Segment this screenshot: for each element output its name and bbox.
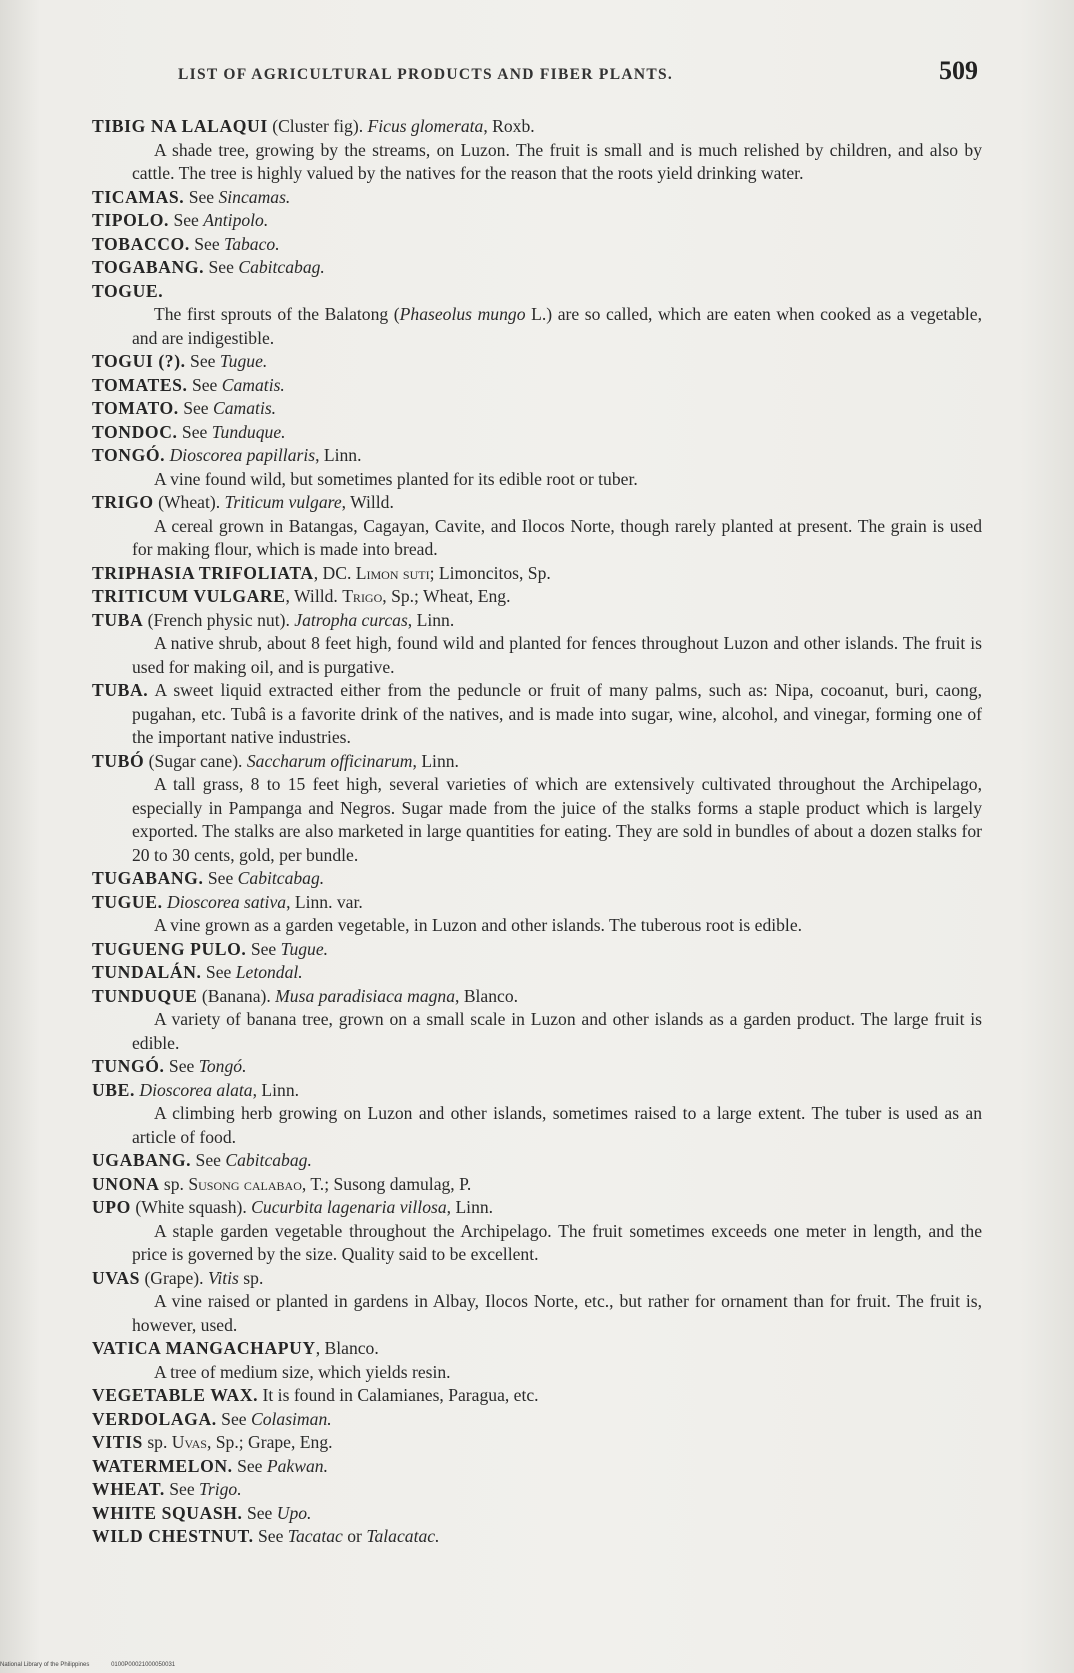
entry-headword: VATICA MANGACHAPUY	[92, 1338, 316, 1358]
scientific-name: Saccharum officinarum	[246, 750, 413, 771]
entry-headword: TOGUI (?).	[92, 351, 186, 371]
scientific-name: Jatropha curcas	[294, 609, 408, 630]
scientific-name: Musa paradisiaca magna	[275, 985, 456, 1006]
entry-description	[92, 1361, 982, 1385]
scientific-name: Tugue.	[219, 351, 268, 371]
entry-text: See	[242, 1502, 277, 1523]
glossary-entry	[92, 1455, 982, 1479]
entry-text: , Linn.	[407, 609, 455, 630]
entry-headword: UGABANG.	[92, 1150, 192, 1170]
glossary-entry	[92, 585, 982, 609]
scientific-name: Pakwan.	[266, 1455, 328, 1476]
entry-text: , Linn.	[412, 750, 459, 771]
entry-headword: TONGÓ.	[92, 445, 166, 465]
entry-text: (Grape).	[140, 1267, 208, 1288]
entry-headword: TIBIG NA LALAQUI	[92, 116, 268, 136]
entry-headword: TUNDUQUE	[92, 985, 198, 1006]
entry-text: See	[169, 210, 204, 230]
scientific-name: Cabitcabag.	[225, 1150, 312, 1170]
vernacular-name: Limon suti	[355, 562, 430, 583]
scientific-name: Tugue.	[280, 938, 329, 959]
entry-text: , Roxb.	[483, 116, 535, 136]
entry-description	[92, 303, 982, 350]
scientific-name: Cucurbita lagenaria villosa	[251, 1197, 447, 1217]
entry-text: See	[184, 186, 219, 207]
entry-text: See	[204, 257, 239, 277]
glossary-entry	[92, 1502, 982, 1526]
glossary-entry	[92, 209, 982, 233]
glossary-entry	[92, 350, 982, 374]
entry-headword: TUGUE.	[92, 891, 163, 912]
scan-footer	[0, 1662, 195, 1668]
glossary-entry	[92, 444, 982, 468]
entry-description	[92, 515, 982, 562]
glossary-entry	[92, 1267, 982, 1291]
entry-headword: TRIGO	[92, 492, 154, 512]
scientific-name: Dioscorea alata	[139, 1079, 253, 1100]
glossary-entry	[92, 1478, 982, 1502]
entry-text: See	[216, 1408, 251, 1429]
entry-headword: TUGUENG PULO.	[92, 938, 247, 959]
glossary-entry	[92, 1408, 982, 1432]
glossary-entry	[92, 491, 982, 515]
entry-text: , Linn. var.	[286, 891, 363, 912]
vernacular-name: Uvas	[171, 1432, 207, 1452]
glossary-entry	[92, 679, 982, 750]
description-text: A shade tree, growing by the streams, on Luzon. The fruit is small and is much relished by children, and also by cattle. The tree is highly valued by the natives for the reason that the roots yield drinking water.	[132, 139, 982, 183]
glossary-entries	[92, 115, 982, 1549]
entry-headword: WATERMELON.	[92, 1455, 233, 1476]
glossary-entry	[92, 421, 982, 445]
entry-text: See	[191, 1150, 226, 1170]
entry-text: See	[187, 374, 222, 395]
scientific-name: Antipolo.	[203, 210, 269, 230]
entry-text: sp.	[142, 1432, 172, 1452]
glossary-entry	[92, 1384, 982, 1408]
scientific-name: Camatis.	[221, 374, 285, 395]
entry-headword: TOGUE.	[92, 280, 164, 301]
description-text: A vine grown as a garden vegetable, in Luzon and other islands. The tuberous root is edible.	[154, 915, 803, 935]
scientific-name: Camatis.	[213, 398, 277, 418]
glossary-entry	[92, 280, 982, 304]
entry-text: , Willd.	[341, 492, 394, 512]
entry-headword: UVAS	[92, 1267, 141, 1288]
entry-headword: WHITE SQUASH.	[92, 1502, 243, 1523]
glossary-entry	[92, 750, 982, 774]
entry-headword: TICAMAS.	[92, 186, 185, 207]
entry-headword: TUBA	[92, 609, 144, 630]
entry-text: (French physic nut).	[143, 609, 295, 630]
entry-headword: UNONA	[92, 1173, 160, 1194]
scientific-name: Cabitcabag.	[238, 257, 325, 277]
entry-description	[92, 632, 982, 679]
scientific-name: Dioscorea papillaris	[169, 445, 316, 465]
entry-headword: WILD CHESTNUT.	[92, 1526, 254, 1546]
glossary-entry	[92, 1337, 982, 1361]
entry-headword: TOGABANG.	[92, 257, 205, 277]
entry-text: , DC.	[313, 562, 356, 583]
glossary-entry	[92, 1196, 982, 1220]
entry-headword: TUNGÓ.	[92, 1056, 165, 1076]
entry-headword: TUGABANG.	[92, 868, 204, 888]
entry-headword: TIPOLO.	[92, 210, 170, 230]
description-text: A cereal grown in Batangas, Cagayan, Cavite, and Ilocos Norte, though rarely planted at present. The grain is used for making flour, which is made into bread.	[132, 515, 982, 559]
entry-text: , Linn.	[252, 1079, 300, 1100]
entry-headword: VEGETABLE WAX.	[92, 1385, 259, 1405]
entry-text: See	[232, 1455, 267, 1476]
entry-headword: VERDOLAGA.	[92, 1408, 217, 1429]
glossary-entry	[92, 1173, 982, 1197]
entry-text: See	[164, 1479, 200, 1499]
entry-headword: TOMATO.	[92, 398, 179, 418]
footer-library: National Library of the Philippines	[0, 1662, 90, 1668]
entry-text: A sweet liquid extracted either from the peduncle or fruit of many palms, such as: Nipa, cocoanut, buri, caong, pugahan, etc. Tubâ is a favorite drink of the natives, and is made into sugar, wine, alcohol, and vinegar, forming one of the important native industries.	[132, 680, 982, 747]
entry-text: , Linn.	[315, 445, 362, 465]
glossary-entry	[92, 961, 982, 985]
entry-description	[92, 1290, 982, 1337]
glossary-entry	[92, 233, 982, 257]
scientific-name: Triticum vulgare	[224, 492, 342, 512]
glossary-entry	[92, 891, 982, 915]
entry-text: (Sugar cane).	[144, 750, 247, 771]
entry-headword: TUNDALÁN.	[92, 962, 202, 982]
glossary-entry	[92, 115, 982, 139]
vernacular-name: Trigo	[342, 586, 383, 606]
entry-text: (Cluster fig).	[267, 116, 368, 136]
glossary-entry	[92, 1055, 982, 1079]
glossary-entry	[92, 562, 982, 586]
entry-headword: TRITICUM VULGARE	[92, 586, 286, 606]
glossary-entry	[92, 186, 982, 210]
entry-text: (White squash).	[130, 1197, 252, 1217]
entry-text: , Blanco.	[315, 1338, 379, 1358]
description-text: A staple garden vegetable throughout the Archipelago. The fruit sometimes exceeds one meter in length, and the price is governed by the size. Quality said to be excellent.	[132, 1220, 982, 1264]
entry-headword: UPO	[92, 1197, 131, 1217]
entry-description	[92, 773, 982, 867]
entry-headword: TONDOC.	[92, 421, 178, 442]
description-text: A climbing herb growing on Luzon and other islands, sometimes raised to a large extent. The tuber is used as an article of food.	[132, 1103, 982, 1147]
entry-headword: WHEAT.	[92, 1479, 165, 1499]
description-text: A tree of medium size, which yields resin.	[154, 1361, 451, 1382]
entry-text: See	[203, 868, 238, 888]
scientific-name: Tongó.	[198, 1056, 247, 1076]
entry-description	[92, 1220, 982, 1267]
scientific-name: Vitis	[207, 1267, 239, 1288]
glossary-entry	[92, 256, 982, 280]
entry-description	[92, 139, 982, 186]
entry-text: sp.	[159, 1173, 189, 1194]
scientific-name: Tabaco.	[224, 233, 280, 254]
entry-text: sp.	[238, 1267, 264, 1288]
entry-text: See	[253, 1526, 288, 1546]
scientific-name: Ficus glomerata	[367, 116, 484, 136]
entry-text: See	[178, 398, 214, 418]
entry-headword: TOBACCO.	[92, 233, 190, 254]
entry-text: , T.; Susong damulag, P.	[301, 1173, 472, 1194]
entry-description	[92, 1102, 982, 1149]
entry-text: or	[342, 1526, 367, 1546]
entry-text: (Wheat).	[153, 492, 225, 512]
entry-text: See	[185, 351, 220, 371]
glossary-entry	[92, 867, 982, 891]
entry-text: , Linn.	[446, 1197, 494, 1217]
entry-text: , Sp.; Wheat, Eng.	[382, 586, 511, 606]
entry-text: See	[177, 421, 212, 442]
scientific-name: Tunduque.	[211, 421, 286, 442]
description-text: A vine found wild, but sometimes planted for its edible root or tuber.	[154, 468, 638, 489]
entry-text: L.) are so called, which are eaten when cooked as a vegetable, and are indigestible.	[132, 304, 982, 348]
entry-text: The first sprouts of the Balatong (	[154, 304, 400, 324]
description-text: A vine raised or planted in gardens in Albay, Ilocos Norte, etc., but rather for ornament than for fruit. The fruit is, however, used.	[132, 1291, 982, 1335]
glossary-entry	[92, 1525, 982, 1549]
entry-description	[92, 1008, 982, 1055]
entry-headword: TUBÓ	[92, 750, 145, 771]
glossary-entry	[92, 397, 982, 421]
entry-text: , Willd.	[285, 586, 343, 606]
entry-description	[92, 914, 982, 938]
description-text: A native shrub, about 8 feet high, found wild and planted for fences throughout Luzon and other islands. The fruit is used for making oil, and is purgative.	[132, 633, 982, 677]
entry-headword: TOMATES.	[92, 374, 188, 395]
glossary-entry	[92, 1079, 982, 1103]
scientific-name: Tacatac	[287, 1526, 343, 1546]
glossary-entry	[92, 1431, 982, 1455]
scientific-name: Sincamas.	[218, 186, 291, 207]
scientific-name: Colasiman.	[250, 1408, 332, 1429]
scientific-name: Phaseolus mungo	[399, 304, 526, 324]
scientific-name: Dioscorea sativa	[166, 891, 287, 912]
page-number: 509	[939, 56, 978, 85]
running-head: LIST OF AGRICULTURAL PRODUCTS AND FIBER PLANTS.	[178, 66, 674, 83]
entry-headword: TUBA.	[92, 680, 149, 700]
scientific-name: Upo.	[276, 1502, 312, 1523]
entry-headword: TRIPHASIA TRIFOLIATA	[92, 562, 314, 583]
entry-text: See	[164, 1056, 199, 1076]
scientific-name: Cabitcabag.	[237, 868, 325, 888]
entry-text: It is found in Calamianes, Paragua, etc.	[258, 1385, 539, 1405]
entry-text: , Blanco.	[455, 985, 519, 1006]
glossary-entry	[92, 374, 982, 398]
entry-headword: VITIS	[92, 1432, 143, 1452]
entry-text: (Banana).	[197, 985, 276, 1006]
entry-text: , Sp.; Grape, Eng.	[206, 1432, 333, 1452]
vernacular-name: Susong calabao	[188, 1173, 302, 1194]
entry-description	[92, 468, 982, 492]
description-text: A variety of banana tree, grown on a small scale in Luzon and other islands as a garden product. The large fruit is edible.	[132, 1009, 982, 1053]
glossary-entry	[92, 609, 982, 633]
entry-text: See	[246, 938, 281, 959]
entry-text: See	[201, 962, 236, 982]
glossary-entry	[92, 1149, 982, 1173]
glossary-entry	[92, 938, 982, 962]
description-text: A tall grass, 8 to 15 feet high, several varieties of which are extensively cultivated throughout the Archipelago, especially in Pampanga and Negros. Sugar made from the juice of the stalks forms a staple product which is largely exported. The stalks are also marketed in large quantities for eating. They are sold in bundles of about a dozen stalks for 20 to 30 cents, gold, per bundle.	[132, 774, 982, 865]
scientific-name: Talacatac.	[366, 1526, 440, 1546]
scientific-name: Letondal.	[235, 962, 303, 982]
glossary-entry	[92, 985, 982, 1009]
entry-text: See	[189, 233, 225, 254]
scientific-name: Trigo.	[199, 1479, 242, 1499]
page-header	[178, 56, 978, 92]
entry-text: ; Limoncitos, Sp.	[429, 562, 551, 583]
entry-headword: UBE.	[92, 1079, 135, 1100]
footer-code: 0100P00021000050031	[111, 1662, 176, 1668]
